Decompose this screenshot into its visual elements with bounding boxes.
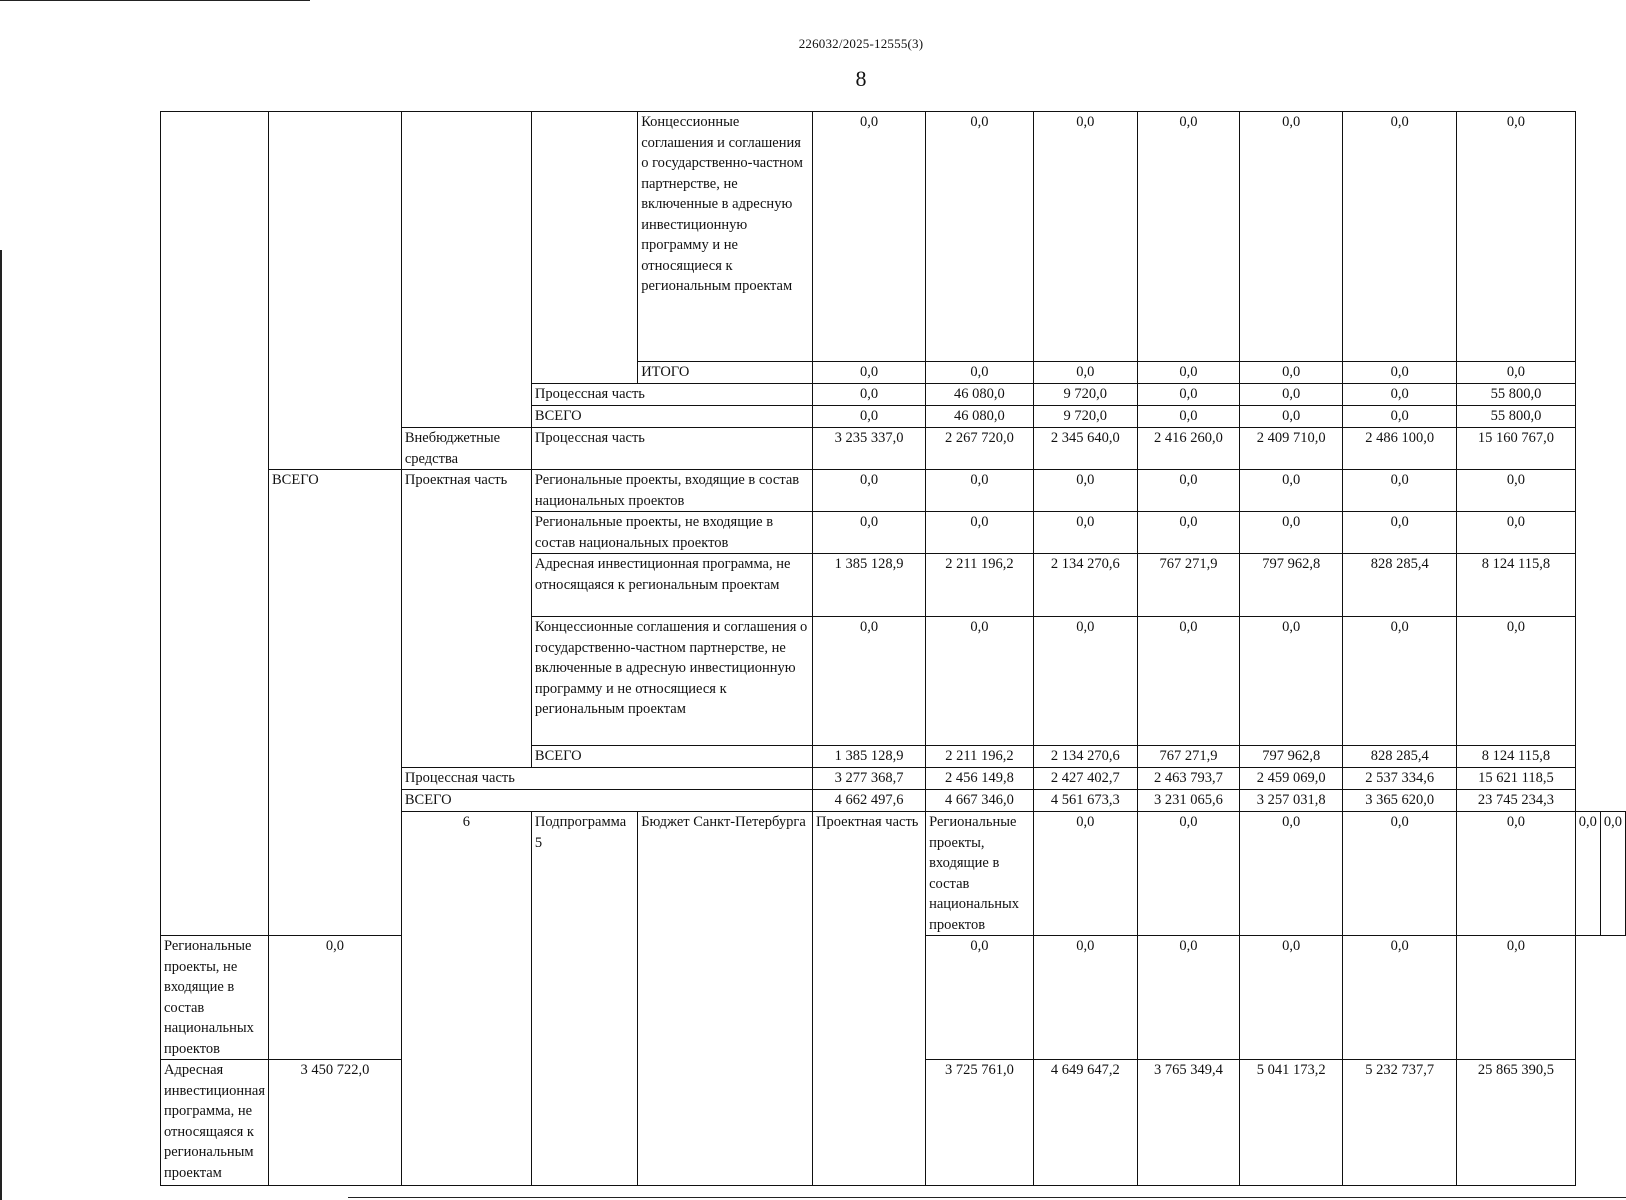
cell-value: 0,0 (813, 384, 926, 406)
cell-value: 0,0 (1457, 812, 1576, 936)
cell-label-reg-in: Региональные проекты, входящие в состав национальных проектов (926, 812, 1034, 936)
cell-value: 9 720,0 (1033, 406, 1137, 428)
cell-value: 0,0 (1137, 936, 1239, 1060)
cell-value: 8 124 115,8 (1457, 746, 1576, 768)
cell-value: 2 416 260,0 (1137, 428, 1239, 470)
cell-program-blank (269, 112, 402, 470)
cell-value: 46 080,0 (926, 406, 1034, 428)
cell-label-process: Процессная часть (531, 384, 812, 406)
cell-label-vsego: ВСЕГО (401, 790, 812, 812)
cell-value: 797 962,8 (1240, 554, 1343, 617)
cell-source-blank (401, 112, 531, 428)
cell-value: 0,0 (1240, 112, 1343, 362)
cell-label-concession: Концессионные соглашения и соглашения о государственно-частном партнерстве, не включенные в адресную инвестиционную программу и не относящиеся к региональным проектам (531, 617, 812, 746)
cell-value: 0,0 (1137, 384, 1239, 406)
cell-label-vsego: ВСЕГО (531, 406, 812, 428)
cell-value: 0,0 (1240, 406, 1343, 428)
cell-value: 3 450 722,0 (269, 1060, 402, 1186)
cell-value: 0,0 (926, 112, 1034, 362)
cell-value: 2 267 720,0 (926, 428, 1034, 470)
cell-label-budget-spb: Бюджет Санкт-Петербурга (638, 812, 813, 1186)
cell-value: 2 427 402,7 (1033, 768, 1137, 790)
cell-value: 3 257 031,8 (1240, 790, 1343, 812)
cell-value: 0,0 (1240, 617, 1343, 746)
cell-value: 0,0 (1240, 812, 1343, 936)
cell-value: 0,0 (1033, 112, 1137, 362)
cell-label-aip: Адресная инвестиционная программа, не относящаяся к региональным проектам (161, 1060, 269, 1186)
cell-value: 0,0 (926, 362, 1034, 384)
cell-value: 0,0 (1457, 617, 1576, 746)
page-number: 8 (855, 66, 867, 91)
cell-part-blank (531, 112, 637, 384)
document-id: 226032/2025-12555(3) (798, 36, 924, 51)
cell-label-project-part: Проектная часть (401, 470, 531, 768)
cell-index-blank (161, 470, 269, 936)
cell-value: 2 537 334,6 (1343, 768, 1457, 790)
cell-value: 0,0 (1343, 470, 1457, 512)
cell-value: 0,0 (926, 512, 1034, 554)
cell-label-project-part: Проектная часть (813, 812, 926, 1186)
cell-label-concession: Концессионные соглашения и соглашения о государственно-частном партнерстве, не включенные в адресную инвестиционную программу и не относящиеся к региональным проектам (638, 112, 813, 362)
cell-value: 0,0 (1457, 470, 1576, 512)
cell-value: 25 865 390,5 (1457, 1060, 1576, 1186)
cell-label-subprogram: Подпрограмма 5 (531, 812, 637, 1186)
cell-value: 0,0 (1575, 812, 1600, 936)
cell-value: 23 745 234,3 (1457, 790, 1576, 812)
cell-value: 0,0 (813, 512, 926, 554)
cell-value: 0,0 (1457, 362, 1576, 384)
scan-edge-bottom (348, 1197, 1626, 1198)
cell-value: 55 800,0 (1457, 406, 1576, 428)
cell-value: 0,0 (1137, 512, 1239, 554)
cell-label-reg-in: Региональные проекты, входящие в состав национальных проектов (531, 470, 812, 512)
cell-value: 0,0 (813, 470, 926, 512)
cell-value: 2 486 100,0 (1343, 428, 1457, 470)
cell-value: 0,0 (269, 936, 402, 1060)
cell-value: 0,0 (1457, 936, 1576, 1060)
cell-label-vsego: ВСЕГО (531, 746, 812, 768)
cell-value: 1 385 128,9 (813, 554, 926, 617)
cell-value: 0,0 (1343, 812, 1457, 936)
cell-label-vsego-group: ВСЕГО (269, 470, 402, 936)
cell-value: 0,0 (1600, 812, 1625, 936)
cell-value: 5 041 173,2 (1240, 1060, 1343, 1186)
cell-value: 0,0 (1033, 936, 1137, 1060)
cell-value: 0,0 (1343, 384, 1457, 406)
cell-value: 0,0 (813, 406, 926, 428)
cell-value: 0,0 (1240, 362, 1343, 384)
cell-value: 2 134 270,6 (1033, 746, 1137, 768)
cell-value: 4 649 647,2 (1033, 1060, 1137, 1186)
scan-edge-left (0, 250, 2, 1200)
cell-label-reg-out: Региональные проекты, не входящие в состав национальных проектов (531, 512, 812, 554)
cell-value: 0,0 (1137, 470, 1239, 512)
cell-value: 828 285,4 (1343, 746, 1457, 768)
cell-value: 0,0 (1343, 362, 1457, 384)
cell-value: 0,0 (1240, 512, 1343, 554)
cell-value: 55 800,0 (1457, 384, 1576, 406)
cell-value: 0,0 (1137, 362, 1239, 384)
cell-value: 0,0 (1137, 112, 1239, 362)
cell-value: 0,0 (813, 112, 926, 362)
cell-value: 0,0 (1343, 512, 1457, 554)
cell-label-process: Процессная часть (401, 768, 812, 790)
cell-row-index: 6 (401, 812, 531, 1186)
cell-value: 0,0 (1033, 512, 1137, 554)
cell-value: 15 621 118,5 (1457, 768, 1576, 790)
cell-value: 2 345 640,0 (1033, 428, 1137, 470)
cell-value: 0,0 (1343, 936, 1457, 1060)
cell-value: 0,0 (1343, 617, 1457, 746)
cell-value: 0,0 (1033, 617, 1137, 746)
cell-value: 3 235 337,0 (813, 428, 926, 470)
table-row (161, 112, 1626, 362)
cell-value: 0,0 (1137, 406, 1239, 428)
cell-value: 0,0 (813, 617, 926, 746)
cell-value: 2 211 196,2 (926, 554, 1034, 617)
cell-label-process: Процессная часть (531, 428, 812, 470)
cell-value: 8 124 115,8 (1457, 554, 1576, 617)
cell-value: 1 385 128,9 (813, 746, 926, 768)
cell-value: 2 134 270,6 (1033, 554, 1137, 617)
cell-value: 2 211 196,2 (926, 746, 1034, 768)
cell-value: 3 365 620,0 (1343, 790, 1457, 812)
cell-label-extrabudget: Внебюджетные средства (401, 428, 531, 470)
cell-value: 0,0 (926, 470, 1034, 512)
cell-value: 4 667 346,0 (926, 790, 1034, 812)
budget-table (160, 111, 1626, 1186)
cell-label-aip: Адресная инвестиционная программа, не относящаяся к региональным проектам (531, 554, 812, 617)
cell-value: 2 463 793,7 (1137, 768, 1239, 790)
cell-value: 767 271,9 (1137, 554, 1239, 617)
cell-value: 2 409 710,0 (1240, 428, 1343, 470)
cell-label-itogo: ИТОГО (638, 362, 813, 384)
cell-value: 15 160 767,0 (1457, 428, 1576, 470)
cell-value: 0,0 (1240, 384, 1343, 406)
cell-value: 0,0 (926, 936, 1034, 1060)
cell-value: 3 765 349,4 (1137, 1060, 1239, 1186)
cell-value: 4 561 673,3 (1033, 790, 1137, 812)
cell-value: 0,0 (1137, 617, 1239, 746)
cell-value: 3 231 065,6 (1137, 790, 1239, 812)
cell-value: 2 456 149,8 (926, 768, 1034, 790)
cell-value: 46 080,0 (926, 384, 1034, 406)
cell-value: 0,0 (1033, 812, 1137, 936)
cell-value: 0,0 (1343, 112, 1457, 362)
cell-value: 3 277 368,7 (813, 768, 926, 790)
cell-value: 0,0 (1240, 470, 1343, 512)
cell-value: 0,0 (1343, 406, 1457, 428)
cell-label-reg-out: Региональные проекты, не входящие в состав национальных проектов (161, 936, 269, 1060)
cell-value: 0,0 (1033, 470, 1137, 512)
cell-value: 9 720,0 (1033, 384, 1137, 406)
cell-value: 0,0 (1457, 512, 1576, 554)
cell-value: 797 962,8 (1240, 746, 1343, 768)
table-row (161, 470, 1626, 512)
cell-value: 0,0 (1137, 812, 1239, 936)
cell-value: 0,0 (1240, 936, 1343, 1060)
cell-value: 828 285,4 (1343, 554, 1457, 617)
cell-value: 0,0 (1033, 362, 1137, 384)
cell-value: 0,0 (1457, 112, 1576, 362)
cell-value: 5 232 737,7 (1343, 1060, 1457, 1186)
cell-index-blank (161, 112, 269, 470)
cell-value: 0,0 (813, 362, 926, 384)
cell-value: 767 271,9 (1137, 746, 1239, 768)
cell-value: 2 459 069,0 (1240, 768, 1343, 790)
cell-value: 0,0 (926, 617, 1034, 746)
cell-value: 3 725 761,0 (926, 1060, 1034, 1186)
cell-value: 4 662 497,6 (813, 790, 926, 812)
scan-edge-top (0, 0, 310, 1)
